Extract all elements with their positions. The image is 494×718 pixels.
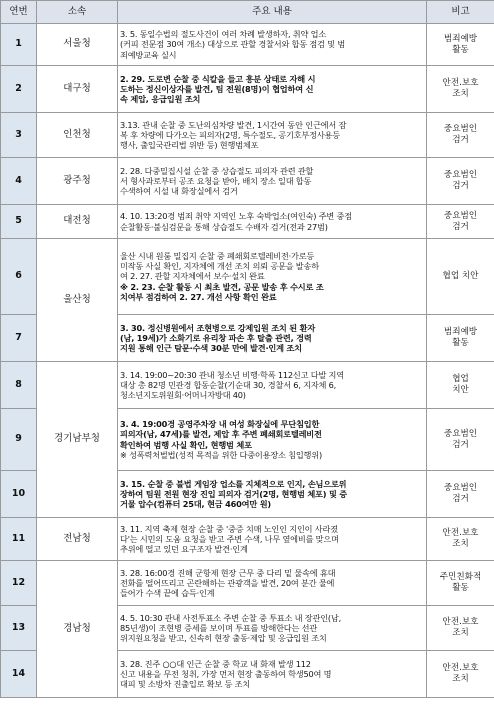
note-line: 안전.보호 bbox=[442, 78, 479, 88]
table-row bbox=[1, 362, 494, 409]
content-line: 다'는 시민의 도움 요청을 받고 주변 수색, 나무 옆에비를 맞으며 bbox=[120, 533, 339, 544]
row-content bbox=[118, 651, 427, 698]
row-note bbox=[427, 471, 494, 518]
note-line: 중요범인 bbox=[443, 210, 478, 221]
content-line: 4. 5. 10:30 관내 사전투표소 주변 순찰 중 투표소 내 장관인(남, bbox=[120, 612, 342, 623]
content-line: (커피 전문점 30여 개소) 대상으로 관할 경찰서와 합동 점검 및 범 bbox=[120, 39, 346, 50]
content-line: 4. 10. 13:20경 범죄 취약 지역인 노후 숙박업소(여인숙) 주변 중점 bbox=[120, 211, 352, 222]
note-line: 검거 bbox=[452, 181, 469, 191]
row-content bbox=[118, 113, 427, 158]
note-line: 주민친화적 bbox=[439, 572, 482, 582]
content-line: 3. 28. 16:00경 진해 군항제 현장 근무 중 다리 밑 물속에 휴대 bbox=[120, 567, 336, 578]
content-line: 미작동 사실 확인, 지자체에 개선 조치 의뢰 공문을 발송하 bbox=[120, 261, 319, 272]
content-line: 3. 14. 19:00~20:30 관내 청소년 비행·학폭 112신고 다발 지역 bbox=[120, 369, 344, 380]
row-number: 13 bbox=[1, 606, 37, 651]
row-agency: 울산청 bbox=[37, 239, 118, 362]
row-agency: 서울청 bbox=[37, 24, 118, 66]
note-line: 치안 bbox=[452, 385, 469, 395]
row-number: 3 bbox=[1, 113, 37, 158]
row-content bbox=[118, 606, 427, 651]
header-content: 주요 내용 bbox=[118, 1, 427, 24]
content-line: 지원 통해 인근 탐문·수색 30분 만에 발견·인계 조치 bbox=[120, 343, 302, 354]
note-line: 활동 bbox=[452, 44, 469, 55]
row-content bbox=[118, 66, 427, 113]
content-line: 추위에 떨고 있던 요구조자 발견·인계 bbox=[120, 544, 248, 555]
table-row bbox=[1, 158, 494, 205]
table-row bbox=[1, 518, 494, 561]
content-line: 행사, 출입국관리법 위반 등) 현행범체포 bbox=[120, 140, 259, 151]
row-agency: 대구청 bbox=[37, 66, 118, 113]
content-line: (남, 19세)가 소화기로 유리창 파손 후 탈출 관련, 경력 bbox=[120, 332, 312, 343]
content-line: 3.13. 관내 순찰 중 도난의심차량 발견, 1시간여 동안 인근에서 잠 bbox=[120, 119, 347, 130]
row-number: 5 bbox=[1, 205, 37, 239]
content-line: ※ 성폭력처벌법(성적 목적을 위한 다중이용장소 침입행위) bbox=[120, 449, 322, 460]
content-line: 울산 시내 원룸 밀집지 순찰 중 폐쇄회로텔레비전·가로등 bbox=[120, 250, 315, 261]
row-agency: 경기남부청 bbox=[37, 362, 118, 518]
row-note bbox=[427, 561, 494, 606]
content-line: 대피 및 소방차 진출입로 확보 등 조치 bbox=[120, 679, 251, 690]
row-content bbox=[118, 205, 427, 239]
content-line: 청소년지도위원회·어머니자방대 40) bbox=[120, 390, 246, 401]
content-line: 신고 내용을 무전 청취, 가장 먼저 현장 출동하여 학생50여 명 bbox=[120, 668, 332, 679]
note-line: 조치 bbox=[452, 539, 469, 549]
row-number: 2 bbox=[1, 66, 37, 113]
header-note: 비고 bbox=[427, 1, 494, 24]
content-line: 장하여 팀원 전원 현장 진입 피의자 검거(2명, 현행범 체포) 및 증 bbox=[120, 488, 348, 499]
note-line: 안전.보호 bbox=[442, 663, 479, 673]
table-row bbox=[1, 239, 494, 315]
content-line: 거물 압수(컴퓨터 25대, 현금 460여만 원) bbox=[120, 499, 271, 510]
content-line: 3. 5. 동일수법의 절도사건이 여러 차례 발생하자, 취약 업소 bbox=[120, 29, 327, 40]
row-note bbox=[427, 606, 494, 651]
note-line: 중요범인 bbox=[443, 124, 478, 134]
table-row bbox=[1, 66, 494, 113]
content-line: 속 제압, 응급입원 조치 bbox=[120, 94, 201, 105]
header-agency: 소속 bbox=[37, 1, 118, 24]
content-line: 3. 30. 정신병원에서 조현병으로 강제입원 조치 된 환자 bbox=[120, 322, 316, 333]
content-line: 3. 28. 진주 ○○대 인근 순찰 중 학교 내 화재 발생 112 bbox=[120, 658, 311, 669]
row-content bbox=[118, 239, 427, 315]
row-content bbox=[118, 518, 427, 561]
row-content bbox=[118, 24, 427, 66]
note-line: 중요범인 bbox=[443, 483, 478, 493]
note-line: 중요범인 bbox=[443, 170, 478, 180]
row-note bbox=[427, 205, 494, 239]
table-row bbox=[1, 205, 494, 239]
content-line: 순찰활동·불심검문을 통해 상습절도 수배자 검거(전과 27범) bbox=[120, 221, 328, 232]
row-content bbox=[118, 409, 427, 471]
row-note bbox=[427, 518, 494, 561]
content-line: 3. 15. 순찰 중 불법 게임장 업소를 지체적으로 인지, 손님으로위 bbox=[120, 478, 347, 489]
row-note bbox=[427, 409, 494, 471]
row-agency: 대전청 bbox=[37, 205, 118, 239]
row-agency: 경남청 bbox=[37, 561, 118, 698]
row-note bbox=[427, 66, 494, 113]
note-line: 조치 bbox=[452, 674, 469, 684]
row-content bbox=[118, 471, 427, 518]
content-line: 3. 4. 19:00경 공영주차장 내 여성 화장실에 무단침입한 bbox=[120, 419, 320, 430]
row-number: 4 bbox=[1, 158, 37, 205]
row-content bbox=[118, 561, 427, 606]
note-line: 조치 bbox=[452, 628, 469, 638]
content-line: 복 후 차량에 다가오는 피의자(2명, 특수절도, 공기호부정사용등 bbox=[120, 129, 340, 140]
row-number: 11 bbox=[1, 518, 37, 561]
row-agency: 인천청 bbox=[37, 113, 118, 158]
note-line: 검거 bbox=[452, 439, 469, 450]
row-number: 12 bbox=[1, 561, 37, 606]
content-line: 전화를 떨어뜨리고 곤란해하는 관광객을 발견, 20여 분간 물에 bbox=[120, 577, 335, 588]
row-content bbox=[118, 315, 427, 362]
note-line: 안전.보호 bbox=[442, 528, 479, 538]
note-line: 중요범인 bbox=[443, 428, 478, 439]
row-note bbox=[427, 158, 494, 205]
row-agency: 전남청 bbox=[37, 518, 118, 561]
note-line: 활동 bbox=[452, 583, 469, 593]
note-line: 안전.보호 bbox=[442, 617, 479, 627]
row-content bbox=[118, 158, 427, 205]
content-line: 죄예방교육 실시 bbox=[120, 49, 177, 60]
row-note bbox=[427, 315, 494, 362]
note-line: 범죄예방 bbox=[443, 327, 478, 337]
content-line: 확인하여 범행 사실 확인, 현행범 체포 bbox=[120, 439, 252, 450]
note-line: 협업 bbox=[452, 374, 469, 384]
content-line: 85년생)이 조현병 증세를 보이며 투표를 방해한다는 선관 bbox=[120, 622, 318, 633]
content-line: 치여부 점검하여 2. 27. 개선 사항 확인 완료 bbox=[120, 291, 277, 302]
table-row bbox=[1, 561, 494, 606]
row-number: 9 bbox=[1, 409, 37, 471]
row-number: 10 bbox=[1, 471, 37, 518]
content-line: 위지원요청을 받고, 신속히 현장 출동·제압 및 응급입원 조치 bbox=[120, 633, 327, 644]
row-number: 7 bbox=[1, 315, 37, 362]
table-row bbox=[1, 113, 494, 158]
content-line: 여 2. 27. 관할 지자체에서 보수·설치 완료 bbox=[120, 271, 265, 282]
content-line: 서 형사과로부터 공조 요청을 받아, 배치 장소 일대 합동 bbox=[120, 175, 312, 186]
note-line: 범죄예방 bbox=[443, 33, 478, 44]
table-row bbox=[1, 24, 494, 66]
row-note bbox=[427, 239, 494, 315]
content-line: 2. 29. 도로변 순찰 중 식칼을 들고 흥분 상태로 자해 시 bbox=[120, 73, 316, 84]
content-line: 도하는 정신이상자를 발견, 팀 전원(8명)이 협업하여 신 bbox=[120, 83, 314, 94]
note-line: 검거 bbox=[452, 221, 469, 232]
note-line: 검거 bbox=[452, 494, 469, 504]
content-line: 3. 11. 지역 축제 현장 순찰 중 '중증 치매 노인인 지인이 사라졌 bbox=[120, 523, 338, 534]
content-line: 들어가 수색 끝에 습득·인계 bbox=[120, 588, 215, 599]
content-line: 수색하여 시설 내 화장실에서 검거 bbox=[120, 186, 238, 197]
row-note bbox=[427, 113, 494, 158]
content-line: 피의자(남, 47세)를 발견, 제압 후 주변 폐쇄회로텔레비전 bbox=[120, 429, 322, 440]
row-number: 14 bbox=[1, 651, 37, 698]
row-note bbox=[427, 362, 494, 409]
row-agency: 광주청 bbox=[37, 158, 118, 205]
note-line: 협업 치안 bbox=[442, 271, 479, 281]
row-number: 6 bbox=[1, 239, 37, 315]
header-no: 연번 bbox=[1, 1, 37, 24]
header-row bbox=[1, 1, 494, 24]
content-line: 대상 총 82명 민관경 합동순찰(기순대 30, 경찰서 6, 지자체 6, bbox=[120, 379, 337, 390]
note-line: 조치 bbox=[452, 89, 469, 99]
row-number: 1 bbox=[1, 24, 37, 66]
content-line: 2. 28. 다중밀집시설 순찰 중 상습절도 피의자 관련 관할 bbox=[120, 165, 314, 176]
content-line: ※ 2. 23. 순찰 활동 시 최초 발견, 공문 발송 후 수시로 조 bbox=[120, 281, 324, 292]
row-note bbox=[427, 651, 494, 698]
note-line: 검거 bbox=[452, 135, 469, 145]
note-line: 활동 bbox=[452, 338, 469, 348]
row-content bbox=[118, 362, 427, 409]
row-note bbox=[427, 24, 494, 66]
row-number: 8 bbox=[1, 362, 37, 409]
